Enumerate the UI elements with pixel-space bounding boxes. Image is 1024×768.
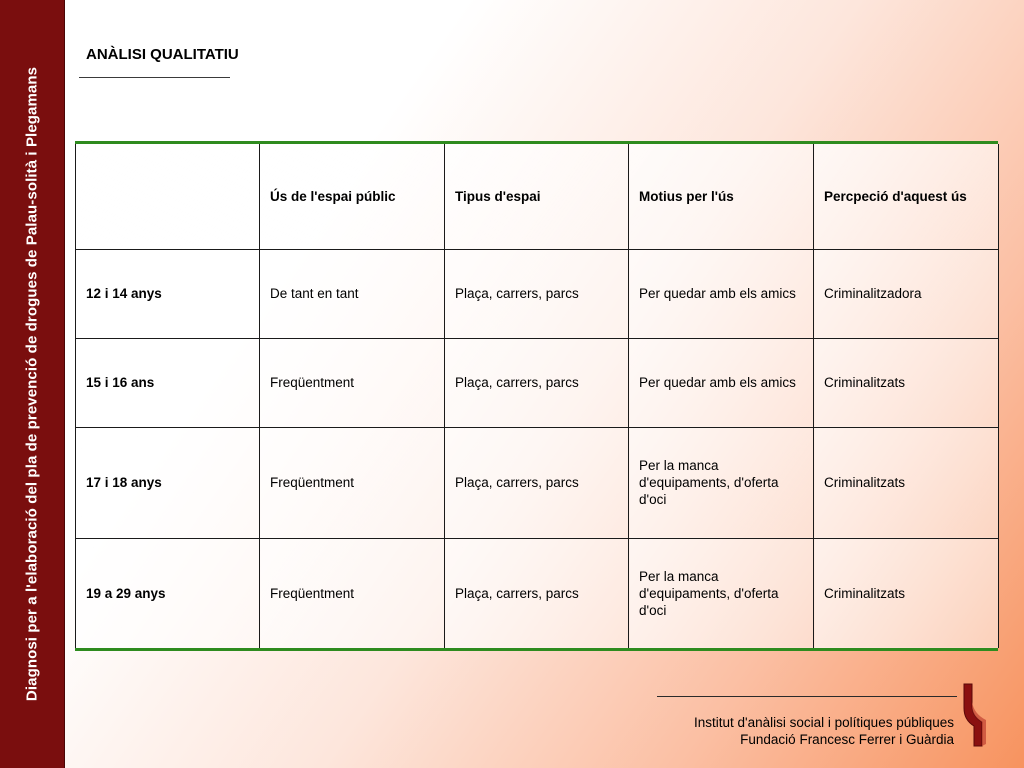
- header-cell-space-type: Tipus d'espai: [445, 144, 629, 249]
- table-cell: Per quedar amb els amics: [629, 338, 814, 427]
- footer-foundation: Fundació Francesc Ferrer i Guàrdia: [740, 732, 954, 747]
- table-row: [76, 249, 999, 338]
- data-table: [75, 144, 999, 648]
- table-cell: Plaça, carrers, parcs: [445, 338, 629, 427]
- footer-credits: [694, 714, 954, 748]
- table-cell: Freqüentment: [260, 427, 445, 538]
- header-cell-perception: Percpeció d'aquest ús: [814, 144, 999, 249]
- table-cell: Criminalitzats: [814, 427, 999, 538]
- row-label: 12 i 14 anys: [76, 249, 260, 338]
- qualitative-table: [75, 141, 998, 651]
- row-label: 15 i 16 ans: [76, 338, 260, 427]
- footer-divider: [657, 696, 957, 697]
- page-title: ANÀLISI QUALITATIU: [86, 46, 239, 63]
- table-row: [76, 338, 999, 427]
- table-cell: Per la manca d'equipaments, d'oferta d'oci: [629, 427, 814, 538]
- table-cell: Plaça, carrers, parcs: [445, 249, 629, 338]
- header-cell-use: Ús de l'espai públic: [260, 144, 445, 249]
- table-cell: Criminalitzats: [814, 338, 999, 427]
- title-underline: [79, 77, 230, 78]
- row-label: 19 a 29 anys: [76, 538, 260, 648]
- table-row: [76, 538, 999, 648]
- table-row: [76, 427, 999, 538]
- table-cell: Criminalitzadora: [814, 249, 999, 338]
- table-cell: Per quedar amb els amics: [629, 249, 814, 338]
- table-cell: De tant en tant: [260, 249, 445, 338]
- table-cell: Criminalitzats: [814, 538, 999, 648]
- table-cell: Plaça, carrers, parcs: [445, 538, 629, 648]
- foundation-logo-icon: [960, 682, 990, 748]
- header-cell-empty: [76, 144, 260, 249]
- sidebar-title: Diagnosi per a l'elaboració del pla de prevenció de drogues de Palau-solità i Plegamans: [23, 66, 41, 702]
- footer-institute: Institut d'anàlisi social i polítiques públiques: [694, 715, 954, 730]
- row-label: 17 i 18 anys: [76, 427, 260, 538]
- table-cell: Freqüentment: [260, 538, 445, 648]
- table-cell: Freqüentment: [260, 338, 445, 427]
- table-cell: Per la manca d'equipaments, d'oferta d'oci: [629, 538, 814, 648]
- sidebar-banner: [0, 0, 65, 768]
- table-header-row: [76, 144, 999, 249]
- table-cell: Plaça, carrers, parcs: [445, 427, 629, 538]
- header-cell-reasons: Motius per l'ús: [629, 144, 814, 249]
